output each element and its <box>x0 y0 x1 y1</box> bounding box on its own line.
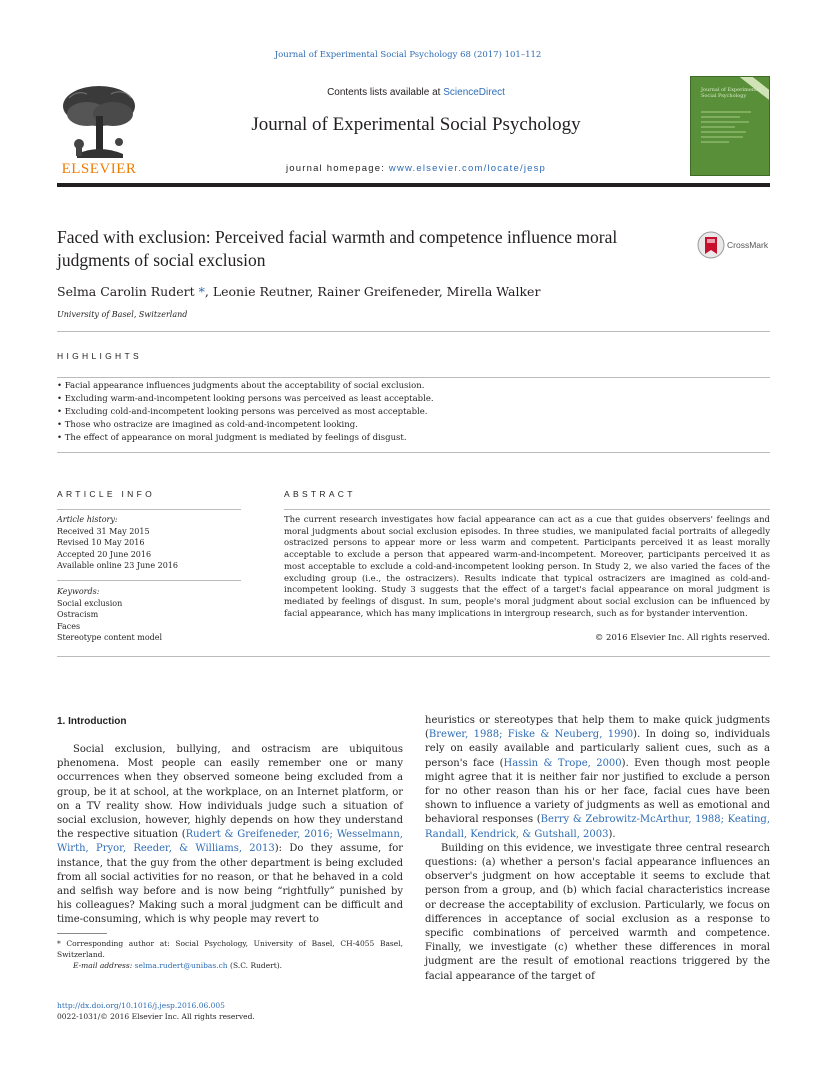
history-received: Received 31 May 2015 <box>57 526 150 536</box>
intro-paragraph-2: Building on this evidence, we investigate three central research questions: (a) whether a person's facial appearance influences an observer's judgment on how acceptable it seems to exclude that person from a group, and (b) which facial characteristics increase or decrease the acceptability of exclusion. Particularly, we focus on differences in acceptance of social exclusion as a response to specific combinations of perceived warmth and competence. Finally, we investigate (c) whether these differences in moral judgment are the result of emotional reactions triggered by the facial appearance of the target of <box>425 842 770 982</box>
highlights-top-rule <box>57 377 770 378</box>
journal-homepage-line <box>150 163 682 174</box>
keyword-item: Social exclusion <box>57 598 123 608</box>
citation-link[interactable]: Berry & Zebrowitz-McArthur, 1988; Keating, Randall, Kendrick, & Gutshall, 2003 <box>425 814 770 840</box>
article-history <box>57 514 241 572</box>
header-divider <box>57 183 770 187</box>
contents-prefix: Contents lists available at <box>327 87 444 98</box>
keywords-label: Keywords: <box>57 587 100 596</box>
affiliation: University of Basel, Switzerland <box>57 310 188 319</box>
article-title: Faced with exclusion: Perceived facial warmth and competence influence moral judgments of social exclusion <box>57 227 618 270</box>
highlight-item: • Those who ostracize are imagined as cold-and-incompetent looking. <box>57 420 358 430</box>
highlight-item: • Excluding warm-and-incompetent looking persons was perceived as least acceptable. <box>57 394 434 404</box>
highlight-item: • Excluding cold-and-incompetent looking persons was perceived as most acceptable. <box>57 407 428 417</box>
keywords-rule <box>57 580 241 581</box>
corresponding-author[interactable]: Selma Carolin Rudert <box>57 284 195 299</box>
issn-copyright: 0022-1031/© 2016 Elsevier Inc. All rights reserved. <box>57 1012 255 1021</box>
highlights-list <box>57 380 770 445</box>
article-info-rule <box>57 509 241 510</box>
publisher-name: ELSEVIER <box>61 161 137 177</box>
abstract-bottom-rule <box>57 656 770 657</box>
homepage-prefix: journal homepage: <box>285 163 389 174</box>
footer-info <box>57 1000 255 1022</box>
footnote <box>57 938 403 971</box>
abstract-heading: ABSTRACT <box>284 489 356 499</box>
keyword-item: Stereotype content model <box>57 633 163 643</box>
intro-paragraph-continued: heuristics or stereotypes that help them to make quick judgments (Brewer, 1988; Fiske & Neuberg, 1990). In doing so, individuals rely on easily available and particularly salient cues, such as a person's face (Hassin & Trope, 2000). Even though most people might agree that it is neither fair nor justified to exclude a person for no other reason than his or her face, facial cues have been shown to influence a variety of judgments as well as emotional and behavioral responses (Berry & Zebrowitz-McArthur, 1988; Keating, Randall, Kendrick, & Gutshall, 2003). <box>425 715 771 840</box>
introduction-heading: 1. Introduction <box>57 716 127 727</box>
abstract-copyright: © 2016 Elsevier Inc. All rights reserved. <box>594 633 770 643</box>
journal-title: Journal of Experimental Social Psychology <box>251 114 581 135</box>
keyword-item: Ostracism <box>57 610 99 620</box>
crossmark-label[interactable]: CrossMark <box>727 240 769 250</box>
citation-link[interactable]: Brewer, 1988; Fiske & Neuberg, 1990 <box>428 729 634 741</box>
highlights-heading: HIGHLIGHTS <box>57 351 142 361</box>
highlight-item: • The effect of appearance on moral judgment is mediated by feelings of disgust. <box>57 433 407 443</box>
corresponding-author-mark[interactable]: * <box>198 284 205 299</box>
highlights-bottom-rule <box>57 452 770 453</box>
doi-link[interactable]: http://dx.doi.org/10.1016/j.jesp.2016.06.005 <box>57 1001 225 1010</box>
citation-link[interactable]: Rudert & Greifeneder, 2016; Wesselmann, Wirth, Pryor, Reeder, & Williams, 2013 <box>57 829 403 855</box>
coauthors: , Leonie Reutner, Rainer Greifeneder, Mirella Walker <box>204 284 541 299</box>
footnote-rule <box>57 933 107 934</box>
history-online: Available online 23 June 2016 <box>57 561 178 571</box>
journal-citation-link[interactable]: Journal of Experimental Social Psychology 68 (2017) 101–112 <box>274 50 542 60</box>
affiliation-divider <box>57 331 770 332</box>
intro-paragraph-1: Social exclusion, bullying, and ostracism are ubiquitous phenomena. Most people can easily remember one or many occurrences when they observed someone being excluded from a group, be it at school, at the workplace, on an Internet platform, or on a TV reality show. How individuals judge such a situation of social exclusion, however, highly depends on how they understand the respective situation (Rudert & Greifeneder, 2016; Wesselmann, Wirth, Pryor, Reeder, & Williams, 2013): Do they assume, for instance, that the guy from the other department is being excluded from all social activities for no reason, or that he behaved in a cold and selfish way before and is now being “rightfully” punished by his colleagues? Making such a moral judgment can be difficult and time-consuming, which is why people may revert to <box>57 744 404 926</box>
history-accepted: Accepted 20 June 2016 <box>57 549 152 559</box>
history-label: Article history: <box>57 515 118 524</box>
keyword-item: Faces <box>57 621 81 631</box>
author-email-link[interactable]: selma.rudert@unibas.ch <box>134 961 228 970</box>
citation-link[interactable]: Hassin & Trope, 2000 <box>503 757 622 769</box>
corresponding-footnote: * Corresponding author at: Social Psychology, University of Basel, CH-4055 Basel, Switzerland. <box>57 939 403 959</box>
contents-line <box>150 87 682 98</box>
history-revised: Revised 10 May 2016 <box>57 538 145 548</box>
crossmark-icon[interactable] <box>697 231 725 259</box>
right-column <box>425 714 770 984</box>
homepage-url-link[interactable]: www.elsevier.com/locate/jesp <box>388 163 547 174</box>
abstract-text: The current research investigates how facial appearance can act as a cue that guides observers' feelings and moral judgments about social exclusion episodes. In three studies, we manipulated facial portraits of allegedly ostracized persons to appear more or less warm and competent. Participants perceived it as least morally acceptable to exclude a person that appeared warm-and-incompetent. Moreover, participants perceived it as most acceptable to exclude a cold-and-incompetent looking person. In Study 2, we also varied the faces of the excluding group (i.e., the ostracizers). Results indicate that typical ostracizers are imagined as cold-and-incompetent looking. Study 3 suggests that the effect of a target's facial appearance on moral judgment is mediated by feelings of disgust. In sum, people's moral judgment about social exclusion can be influenced by facial appearance, which has many implications in intergroup research, such as for bystander intervention. <box>284 515 770 619</box>
sciencedirect-link[interactable]: ScienceDirect <box>443 87 505 98</box>
left-column <box>57 743 403 928</box>
abstract-rule <box>284 509 770 510</box>
article-info-heading: ARTICLE INFO <box>57 489 156 499</box>
cover-text-lines <box>701 111 757 146</box>
cover-title: Journal of Experimental Social Psychology <box>701 87 762 99</box>
highlight-item: • Facial appearance influences judgments about the acceptability of social exclusion. <box>57 381 425 391</box>
email-footnote: E-mail address: selma.rudert@unibas.ch (S.C. Rudert). <box>73 961 283 970</box>
author-list <box>57 284 540 299</box>
journal-cover-image[interactable] <box>690 76 770 176</box>
keywords <box>57 586 241 644</box>
